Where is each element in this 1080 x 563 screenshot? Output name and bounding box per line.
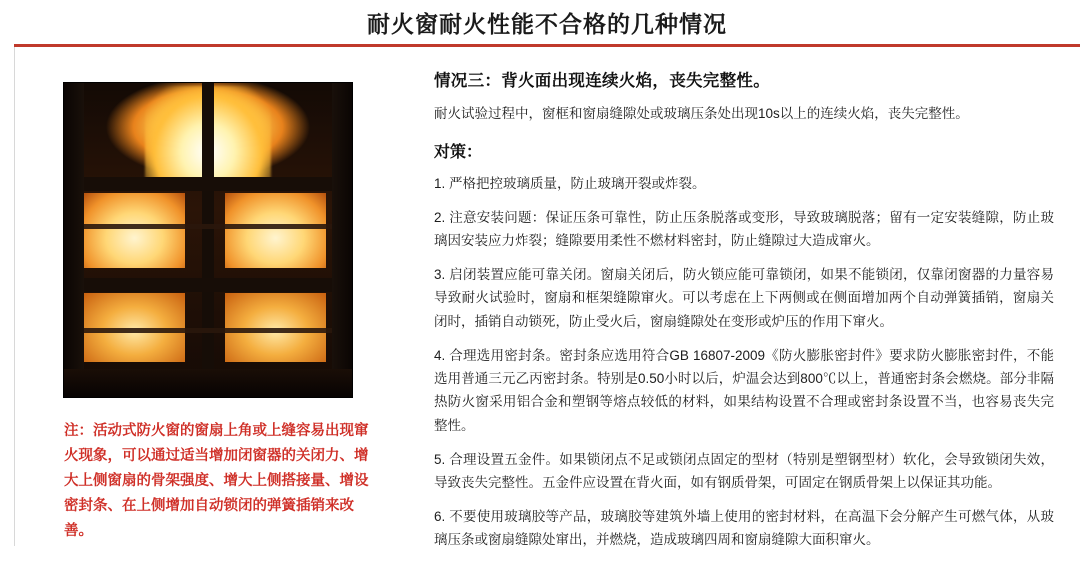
window-mullion-horizontal: [64, 278, 352, 292]
photo-note: 注：活动式防火窗的窗扇上角或上缝容易出现窜火现象，可以通过适当增加闭窗器的关闭力、增大上侧窗扇的骨架强度、增大上侧搭接量、增设密封条、在上侧增加自动锁闭的弹簧插销来改善。: [64, 423, 369, 539]
measures-heading: 对策：: [434, 143, 483, 161]
slide-header: [14, 0, 1080, 44]
window-pane: [84, 193, 185, 268]
measure-item: 5. 合理设置五金件。如果锁闭点不足或锁闭点固定的型材（特别是塑钢型材）软化，会导致锁闭失效，导致丧失完整性。五金件应设置在背火面，如有钢质骨架，可固定在钢质骨架上以保证其功能。: [434, 451, 1054, 490]
photo-edge: [332, 83, 352, 397]
case-description: 耐火试验过程中，窗框和窗扇缝隙处或玻璃压条处出现10s以上的连续火焰，丧失完整性。: [434, 106, 969, 121]
measure-item: 3. 启闭装置应能可靠关闭。窗扇关闭后，防火锁应能可靠锁闭，如果不能锁闭，仅靠闭窗器的力量容易导致耐火试验时，窗扇和框架缝隙窜火。可以考虑在上下两侧或在侧面增加两个自动弹簧插销，窗扇关闭时，插销自动锁死，防止受火后，窗扇缝隙处在变形或炉压的作用下窜火。: [434, 267, 1054, 329]
window-mullion-vertical: [202, 83, 214, 397]
measure-item: 2. 注意安装问题：保证压条可靠性，防止压条脱落或变形，导致玻璃脱落；留有一定安装缝隙，防止玻璃因安装应力炸裂；缝隙要用柔性不燃材料密封，防止缝隙过大造成窜火。: [434, 209, 1054, 249]
fire-test-window-photo: [64, 83, 352, 397]
window-crossbar: [81, 224, 334, 229]
measure-item: 4. 合理选用密封条。密封条应选用符合GB 16807-2009《防火膨胀密封件》要求防火膨胀密封件，不能选用普通三元乙丙密封条。特别是0.50小时以后，炉温会达到800℃以上，普通密封条会燃烧。部分非隔热防火窗采用铝合金和塑钢等熔点较低的材料，如果结构设置不合理或密封条设置不当，也容易丧失完整性。: [434, 347, 1054, 433]
photo-edge: [64, 369, 352, 397]
slide-content: [14, 47, 1080, 546]
case-title: 情况三：背火面出现连续火焰，丧失完整性。: [434, 72, 770, 90]
window-crossbar: [81, 328, 334, 333]
measure-item: 1. 严格把控玻璃质量，防止玻璃开裂或炸裂。: [434, 175, 706, 191]
left-margin-bar: [0, 0, 15, 546]
photo-edge: [64, 83, 84, 397]
measure-item: 6. 不要使用玻璃胶等产品，玻璃胶等建筑外墙上使用的密封材料，在高温下会分解产生可燃气体，从玻璃压条或窗扇缝隙处窜出，并燃烧，造成玻璃四周和窗扇缝隙大面积窜火。: [434, 509, 1054, 548]
window-pane: [225, 193, 326, 268]
right-column: [434, 67, 1054, 563]
left-column: [64, 83, 384, 544]
window-mullion-horizontal: [64, 177, 352, 191]
page-title: 耐火窗耐火性能不合格的几种情况: [367, 10, 727, 37]
